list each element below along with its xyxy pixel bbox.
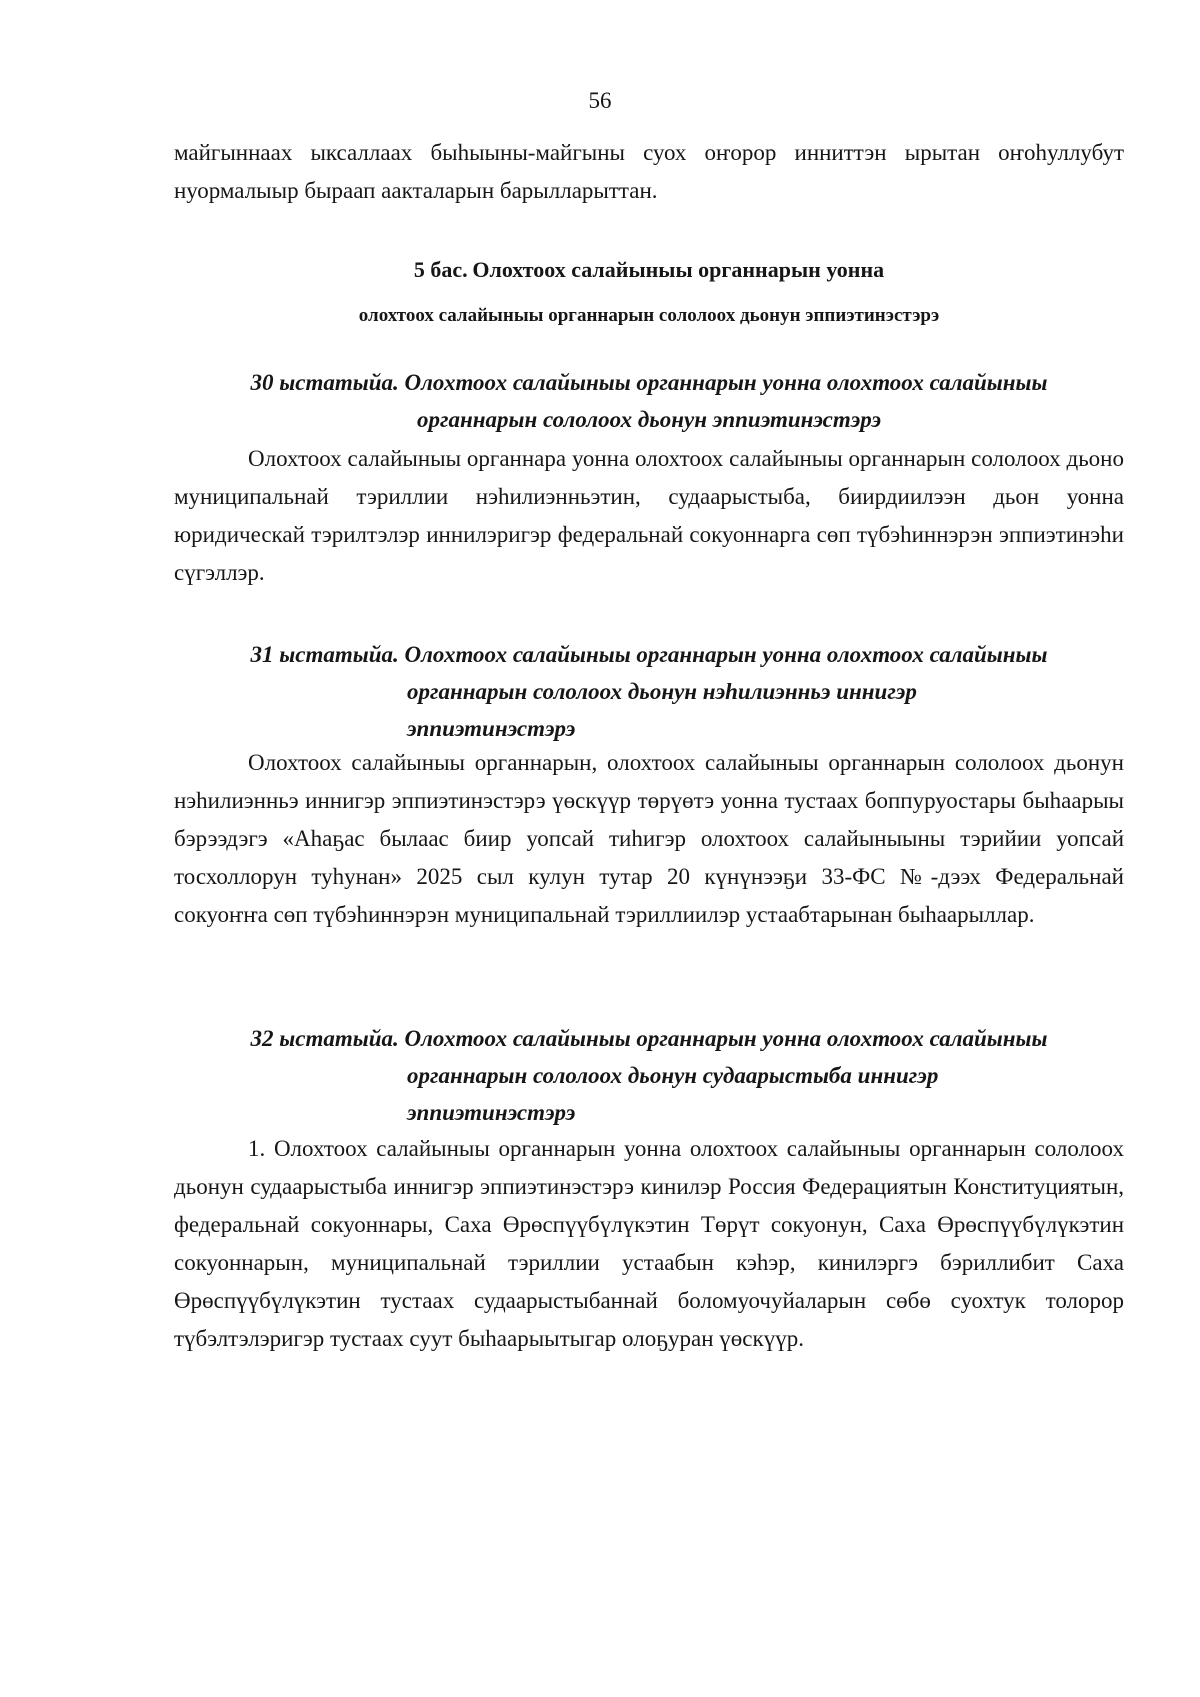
page-number: 56 [588,88,612,113]
chapter-title-line2: олохтоох салайыныы органнарын сололоох дьонун эппиэтинэстэрэ [358,305,940,326]
article-heading-line2: органнарын сололоох дьонун нэhилиэнньэ иннигэр [407,679,917,704]
article-heading [174,364,1124,438]
intro-paragraph: майгыннаах ыксаллаах быhыыны-майгыны суох оҥорор инниттэн ырытан оҥоhуллубут нуормалыыр быраап аакталарын барылларыттан. [174,140,1124,203]
article-heading-line1: 31 ыстатыйа. Олохтоох салайыныы органнарын уонна олохтоох салайыныы [250,642,1048,667]
article-paragraph: 1. Олохтоох салайыныы органнарын уонна олохтоох салайыныы органнарын сололоох дьонун судаарыстыба иннигэр эппиэтинэстэрэ кинилэр Россия Федерациятын Конституциятын, федеральнай сокуоннары, Саха Өрөспүүбүлүкэтин Төрүт сокуонун, Саха Өрөспүүбүлүкэтин сокуоннарын, муниципальнай тэриллии устаабын кэһэр, кинилэргэ бэриллибит Саха Өрөспүүбүлүкэтин тустаах судаарыстыбаннай боломуочуйаларын сөбө суохтук толорор түбэлтэлэригэр тустаах суут быhаарыытыгар олоҕуран үөскүүр. [174,1136,1124,1351]
article-heading-line2: органнарын сололоох дьонун судаарыстыба иннигэр [407,1063,939,1088]
article-heading-line3: эппиэтинэстэрэ [407,1100,576,1125]
article-heading-line1: 32 ыстатыйа. Олохтоох салайыныы органнарын уонна олохтоох салайыныы [250,1026,1048,1051]
article-heading [174,636,1124,747]
chapter-title-line1-text: Олохтоох салайыныы органнарын уонна [472,257,885,282]
article-paragraph: Олохтоох салайыныы органнарын, олохтоох салайыныы органнарын сололоох дьонун нэhилиэнньэ иннигэр эппиэтинэстэрэ үөскүүр төрүөтэ уонна тустаах боппуруостары быhаарыы бэрээдэгэ «Аhаҕас былаас биир уопсай тиhигэр олохтоох салайыныыны тэрийии уопсай тосхоллорун туhунан» 2025 сыл кулун тутар 20 күнүнээҕи 33-ФС №-дээх Федеральнай сокуоҥҥа сөп түбэhиннэрэн муниципальнай тэриллиилэр устаабтарынан быhаарыллар. [174,750,1124,927]
article-paragraph: Олохтоох салайыныы органнара уонна олохтоох салайыныы органнарын сололоох дьоно муниципальнай тэриллии нэhилиэнньэтин, судаарыстыба, биирдиилээн дьон уонна юридическай тэрилтэлэр иннилэригэр федеральнай сокуоннарга сөп түбэhиннэрэн эппиэтинэhи сүгэллэр. [174,446,1124,585]
chapter-title-line1 [174,248,1124,294]
article-heading-line1: 30 ыстатыйа. Олохтоох салайыныы органнарын уонна олохтоох салайыныы [250,370,1048,395]
article-heading-line3: эппиэтинэстэрэ [407,716,576,741]
chapter-title-prefix: 5 бас. [413,257,468,282]
chapter-title [174,248,1124,338]
article-heading [174,1020,1124,1131]
article-heading-line2: органнарын сололоох дьонун эппиэтинэстэрэ [416,407,882,432]
